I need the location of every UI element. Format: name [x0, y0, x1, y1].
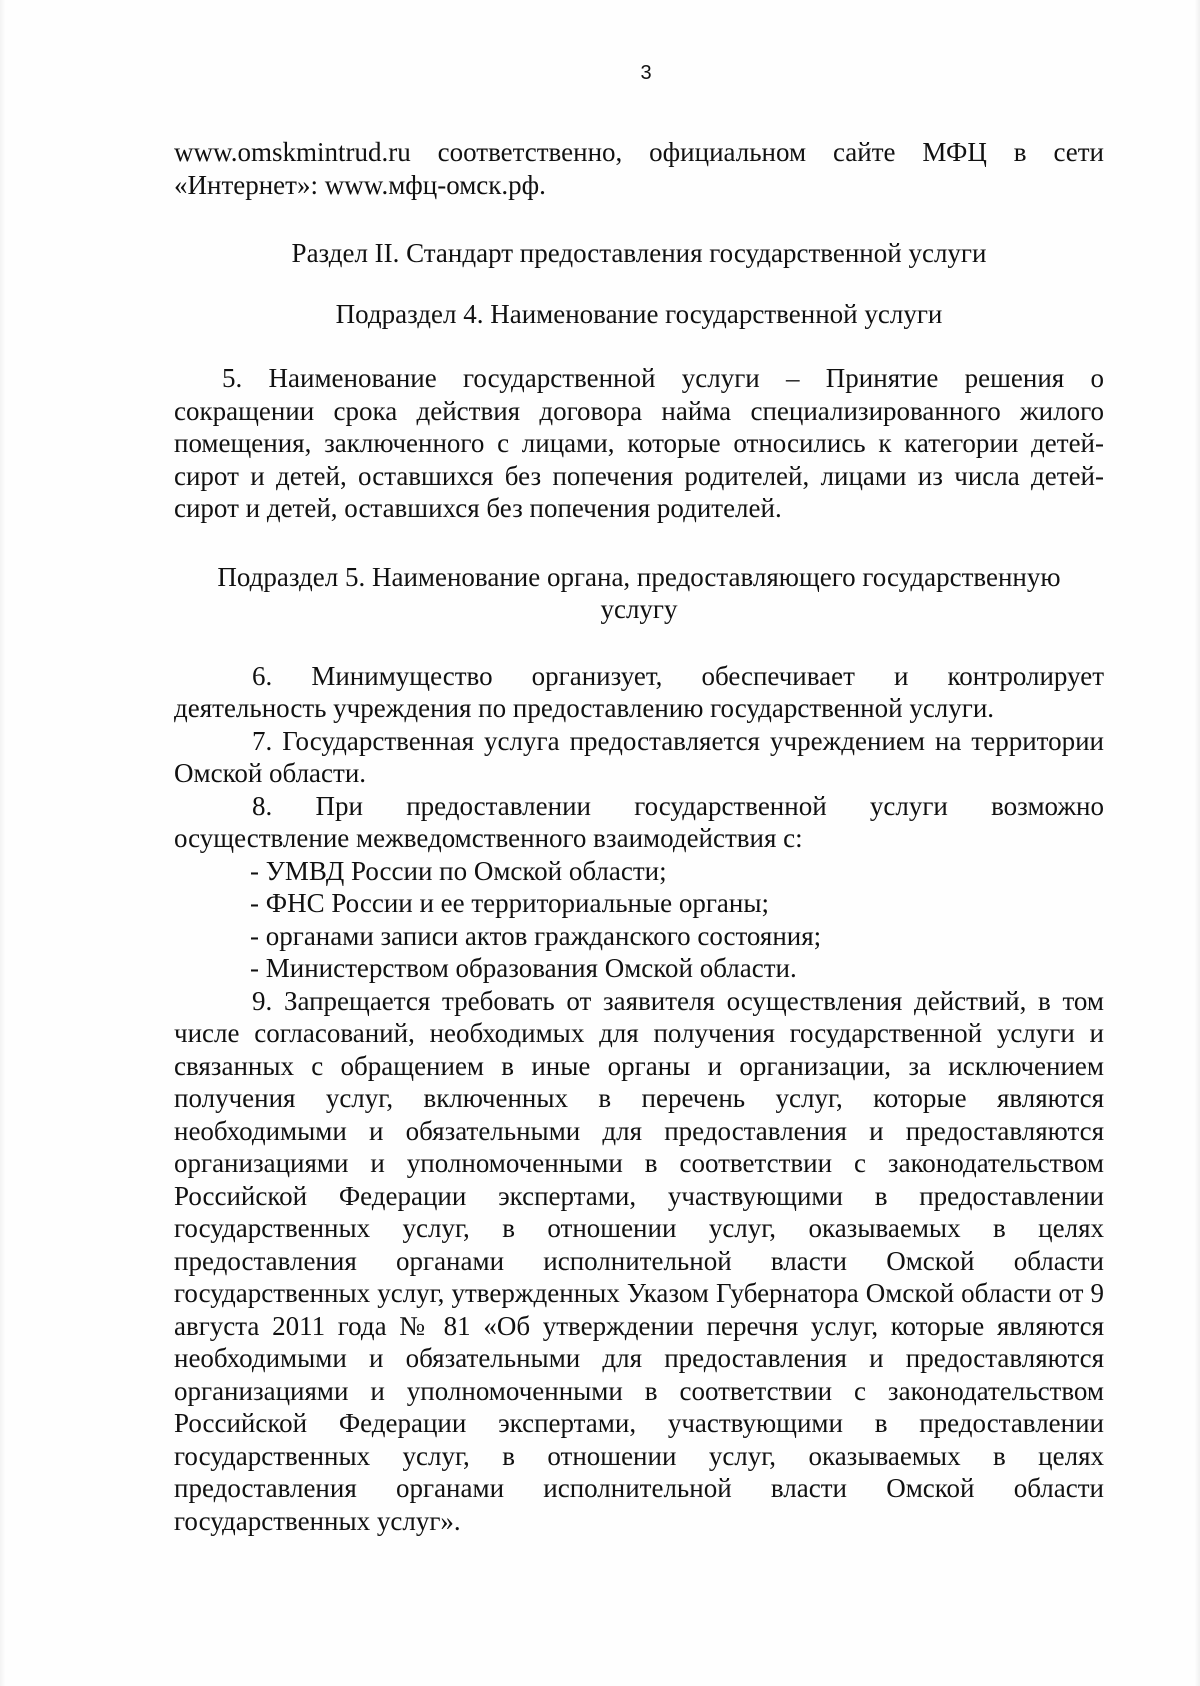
list-item: - ФНС России и ее территориальные органы;	[250, 888, 769, 918]
intro-line-1: www.omskmintrud.ru соответственно, официальном сайте МФЦ в сети	[174, 137, 1104, 167]
paragraph-6-line-1: 6. Минимущество организует, обеспечивает и контролирует	[252, 660, 1104, 691]
scan-edge-left	[0, 0, 6, 1686]
list-item: - УМВД России по Омской области;	[250, 855, 667, 886]
paragraph-7: 7. Государственная услуга предоставляется учреждением на территории Омской области.	[174, 725, 1104, 788]
intro-line-2: «Интернет»: www.мфц-омск.рф.	[174, 169, 546, 200]
section-title: Раздел II. Стандарт предоставления государственной услуги	[291, 238, 987, 268]
list-item: - Министерством образования Омской области.	[250, 953, 797, 983]
subsection-5-title-line-1: Подраздел 5. Наименование органа, предоставляющего государственную	[217, 561, 1061, 592]
paragraph-6-line-2: деятельность учреждения по предоставлению государственной услуги.	[174, 693, 995, 723]
subsection-5-title-line-2: услугу	[600, 594, 678, 624]
paragraph-8-line-1: 8. При предоставлении государственной услуги возможно	[252, 790, 1104, 821]
document-body	[174, 136, 1104, 1537]
page-number: 3	[640, 62, 652, 84]
scan-edge-right	[1194, 0, 1200, 1686]
subsection-4-title: Подраздел 4. Наименование государственной услуги	[335, 298, 943, 329]
list-item: - органами записи актов гражданского состояния;	[250, 920, 822, 951]
paragraph-9: 9. Запрещается требовать от заявителя осуществления действий, в том числе согласований, необходимых для получения государственной услуги и связанных с обращением в иные органы и организации, за исключением получения услуг, включенных в перечень услуг, которые являются необходимыми и обязательными для предоставления и предоставляются организациями и уполномоченными в соответствии с законодательством Российской Федерации экспертами, участвующими в предоставлении государственных услуг, в отношении услуг, оказываемых в целях предоставления органами исполнительной власти Омской области государственных услуг, утвержденных Указом Губернатора Омской области от 9 августа 2011 года № 81 «Об утверждении перечня услуг, которые являются необходимыми и обязательными для предоставления и предоставляются организациями и уполномоченными в соответствии с законодательством Российской Федерации экспертами, участвующими в предоставлении государственных услуг, в отношении услуг, оказываемых в целях предоставления органами исполнительной власти Омской области государственных услуг».	[174, 985, 1104, 1536]
paragraph-8-line-2: осуществление межведомственного взаимодействия с:	[174, 823, 803, 853]
paragraph-5: 5. Наименование государственной услуги – Принятие решения о сокращении срока действия договора найма специализированного жилого помещения, заключенного с лицами, которые относились к категории детей-сирот и детей, оставшихся без попечения родителей, лицами из числа детей-сирот и детей, оставшихся без попечения родителей.	[174, 363, 1104, 523]
